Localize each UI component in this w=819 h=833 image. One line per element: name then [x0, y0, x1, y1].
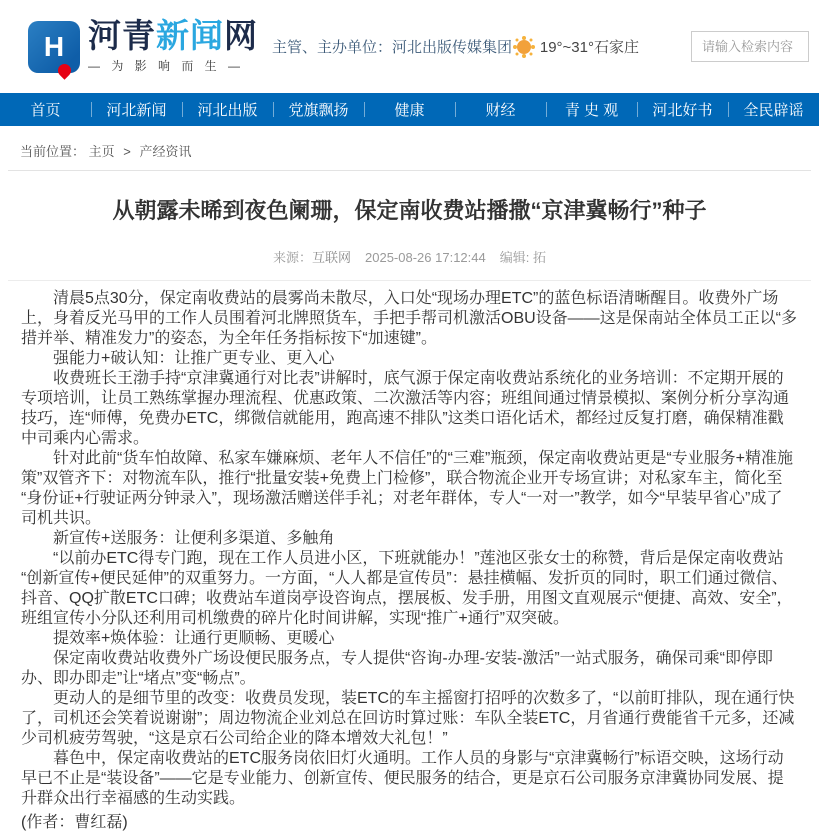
editor-name: 拓 [532, 249, 546, 265]
breadcrumb-separator: > [123, 144, 131, 159]
editor-label: 编辑: [499, 249, 530, 265]
nav-item-rumor-refute[interactable]: 全民辟谣 [728, 93, 819, 126]
source-value: 互联网 [312, 249, 352, 265]
site-tagline: — 为 影 响 而 生 — [88, 59, 245, 73]
article-body [21, 289, 798, 833]
publish-datetime: 2025-08-26 17:12:44 [365, 249, 486, 265]
nav-item-health[interactable]: 健康 [364, 93, 455, 126]
search-input[interactable] [691, 31, 809, 62]
nav-item-hebei-publishing[interactable]: 河北出版 [182, 93, 273, 126]
article-meta [0, 247, 819, 266]
site-title [88, 19, 258, 52]
weather-text: 19°~31°石家庄 [539, 39, 639, 56]
breadcrumb-current-link[interactable]: 产经资讯 [139, 144, 192, 159]
site-title-part3: 网 [224, 17, 258, 54]
section-heading: 新宣传+送服务：让便利多渠道、多触角 [53, 529, 335, 547]
nav-item-hebei-books[interactable]: 河北好书 [637, 93, 728, 126]
article-header-divider [8, 280, 811, 281]
section-heading: 强能力+破认知：让推广更专业、更入心 [53, 349, 335, 367]
nav-item-finance[interactable]: 财经 [455, 93, 546, 126]
article-title: 从朝露未晞到夜色阑珊，保定南收费站播撒“京津冀畅行”种子 [112, 198, 707, 223]
article-paragraph: “以前办ETC得专门跑，现在工作人员进小区，下班就能办！”莲池区张女士的称赞，背后是保定南收费站“创新宣传+便民延伸”的双重努力。一方面，“人人都是宣传员”：悬挂横幅、发折页的同时，职工们通过微信、抖音、QQ扩散ETC口碑；收费站车道岗亭设咨询点，摆展板、发手册，用图文直观展示“便捷、高效、安全”，班组宣传小分队还利用司机缴费的碎片化时间讲解，实现“推广+通行”双突破。 [21, 549, 793, 627]
site-title-part1: 河青 [88, 17, 156, 54]
section-heading: 提效率+焕体验：让通行更顺畅、更暖心 [53, 629, 335, 647]
nav-item-hebei-news[interactable]: 河北新闻 [91, 93, 182, 126]
search-box [691, 31, 809, 62]
article-paragraph: 清晨5点30分，保定南收费站的晨雾尚未散尽，入口处“现场办理ETC”的蓝色标语清晰醒目。收费外广场上，身着反光马甲的工作人员围着河北牌照货车，手把手帮司机激活OBU设备——这是保南站全体员工正以“多措并举、精准发力”的姿态，为全年任务指标按下“加速键”。 [21, 289, 798, 347]
site-header [0, 0, 819, 93]
weather-widget [517, 36, 639, 57]
main-nav [0, 93, 819, 126]
breadcrumb-divider [8, 170, 811, 171]
nav-item-home[interactable]: 首页 [30, 102, 61, 119]
sponsor-text: 主管、主办单位：河北出版传媒集团 [272, 39, 513, 56]
nav-item-party-flag[interactable]: 党旗飘扬 [273, 93, 364, 126]
article-paragraph: 更动人的是细节里的改变：收费员发现，装ETC的车主摇窗打招呼的次数多了，“以前盯排队，现在通行快了，司机还会笑着说谢谢”；周边物流企业刘总在回访时算过账：车队全装ETC，月省通行费能省千元多，还减少司机疲劳驾驶，“这是京石公司给企业的降本增效大礼包！” [21, 689, 795, 747]
author-credit: (作者：曹红磊) [21, 813, 128, 831]
article-paragraph: 保定南收费站收费外广场设便民服务点，专人提供“咨询-办理-安装-激活”一站式服务，确保司乘“即停即办、即办即走”让“堵点”变“畅点”。 [21, 649, 773, 687]
article-paragraph: 收费班长王渤手持“京津冀通行对比表”讲解时，底气源于保定南收费站系统化的业务培训：不定期开展的专项培训，让员工熟练掌握办理流程、优惠政策、二次激活等内容；班组间通过情景模拟、案例分析分享沟通技巧，连“师傅，免费办ETC，绑微信就能用，跑高速不排队”这类口语化话术，都经过反复打磨，确保精准戳中司乘内心需求。 [21, 369, 790, 447]
site-logo[interactable] [28, 19, 258, 74]
breadcrumb [0, 126, 819, 170]
breadcrumb-label: 当前位置： [20, 144, 86, 159]
logo-h-icon: H [28, 21, 80, 73]
logo-text [88, 19, 258, 74]
logo-red-accent-icon [55, 61, 73, 79]
article-paragraph: 针对此前“货车怕故障、私家车嫌麻烦、老年人不信任”的“三难”瓶颈，保定南收费站更是“专业服务+精准施策”双管齐下：对物流车队，推行“批量安装+免费上门检修”，联合物流企业开专场宣讲；对私家车主，简化至“身份证+行驶证两分钟录入”，现场激活赠送伴手礼；对老年群体，专人“一对一”教学，如今“早装早省心”成了司机共识。 [21, 449, 793, 527]
site-title-part2: 新闻 [156, 17, 224, 54]
source-label: 来源： [272, 249, 312, 265]
nav-item-history-view[interactable]: 青 史 观 [546, 93, 637, 126]
breadcrumb-home-link[interactable]: 主页 [88, 144, 115, 159]
article-paragraph: 暮色中，保定南收费站的ETC服务岗依旧灯火通明。工作人员的身影与“京津冀畅行”标语交映，这场行动早已不止是“装设备”——它是专业能力、创新宣传、便民服务的结合，更是京石公司服务京津冀协同发展、提升群众出行幸福感的生动实践。 [21, 749, 784, 807]
sun-icon [517, 40, 531, 54]
